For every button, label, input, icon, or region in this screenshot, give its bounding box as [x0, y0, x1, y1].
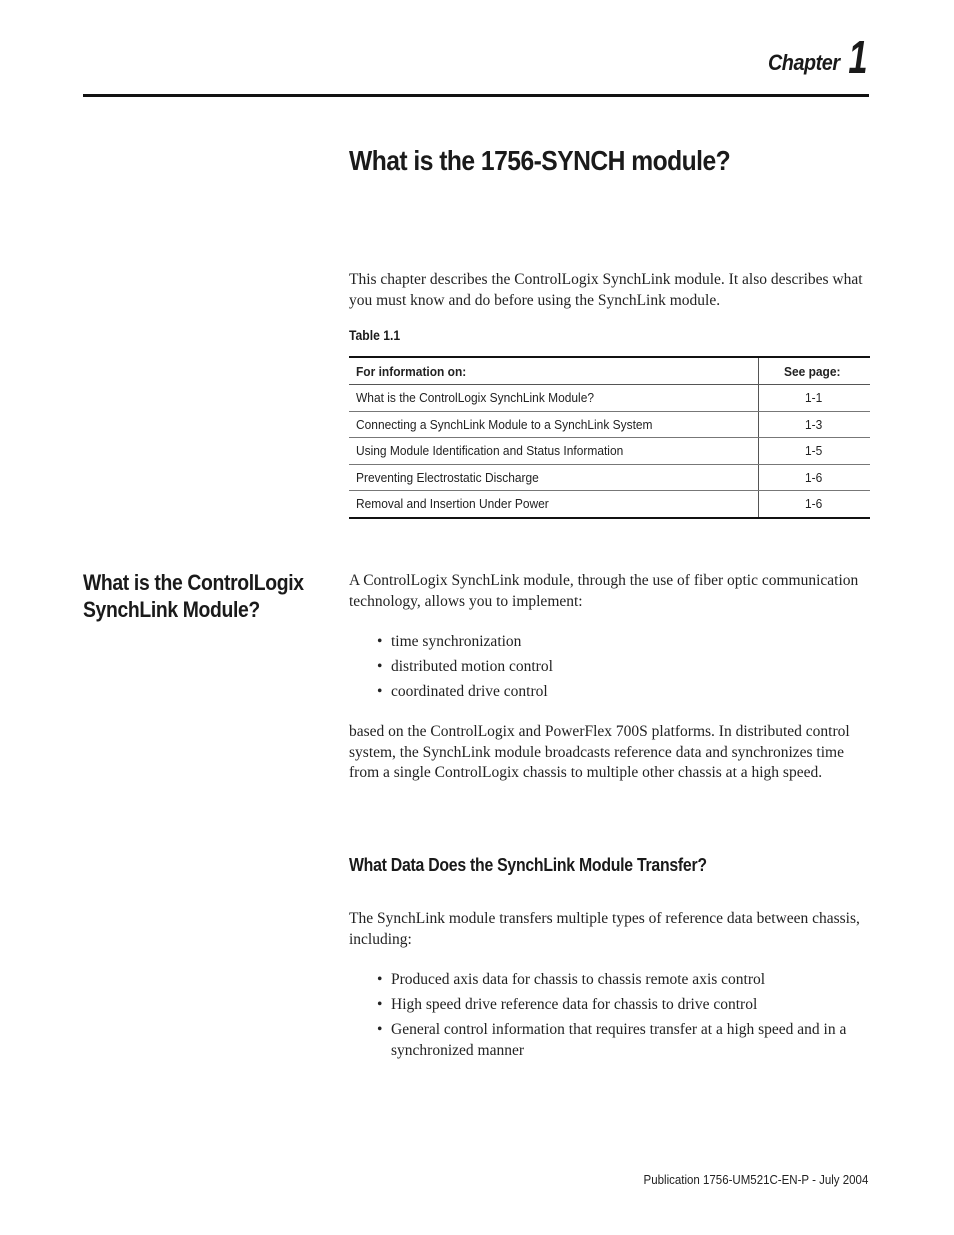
bullet-icon: • [377, 1021, 383, 1038]
bullet-icon: • [377, 996, 383, 1013]
bullet-icon: • [377, 683, 383, 700]
bullet-icon: • [377, 633, 383, 650]
table-cell-page: 1-6 [759, 491, 871, 518]
list-item: • General control information that requires transfer at a high speed and in a synchronized manner [377, 1021, 847, 1059]
list-item: • coordinated drive control [377, 682, 872, 703]
bullet-icon: • [377, 971, 383, 988]
table-header-topic: For information on: [349, 357, 759, 385]
section-heading: What is the ControlLogix SynchLink Module? [83, 570, 304, 622]
chapter-divider [83, 94, 869, 97]
table-row [349, 411, 870, 438]
table-row [349, 385, 870, 412]
table-row [349, 491, 870, 518]
list-item: • High speed drive reference data for chassis to drive control [377, 995, 872, 1016]
table-cell-topic: Using Module Identification and Status Information [349, 438, 759, 465]
intro-paragraph: This chapter describes the ControlLogix SynchLink module. It also describes what you must know and do before using the SynchLink module. [349, 271, 863, 309]
table-cell-page: 1-1 [759, 385, 871, 412]
chapter-number: 1 [848, 31, 868, 83]
table-header-page: See page: [759, 357, 871, 385]
table-caption: Table 1.1 [349, 328, 401, 343]
table-cell-topic: Connecting a SynchLink Module to a SynchLink System [349, 411, 759, 438]
table-cell-topic: Preventing Electrostatic Discharge [349, 464, 759, 491]
list-item: • time synchronization [377, 632, 872, 653]
publication-footer: Publication 1756-UM521C-EN-P - July 2004 [643, 1173, 868, 1187]
contents-table [349, 356, 870, 519]
section-paragraph: based on the ControlLogix and PowerFlex 700S platforms. In distributed control system, the SynchLink module broadcasts reference data and synchronizes time from a single ControlLogix chassis to multiple other chassis at a high speed. [349, 723, 850, 781]
table-cell-page: 1-3 [759, 411, 871, 438]
page-title: What is the 1756-SYNCH module? [349, 145, 731, 176]
chapter-label: Chapter [768, 50, 840, 75]
bullet-list [377, 632, 872, 707]
table-cell-topic: What is the ControlLogix SynchLink Module? [349, 385, 759, 412]
table-cell-page: 1-6 [759, 464, 871, 491]
table-cell-topic: Removal and Insertion Under Power [349, 491, 759, 518]
list-item: • distributed motion control [377, 657, 872, 678]
table-row [349, 438, 870, 465]
section-paragraph: The SynchLink module transfers multiple types of reference data between chassis, including: [349, 910, 860, 948]
subsection-heading: What Data Does the SynchLink Module Transfer? [349, 855, 707, 875]
list-item: • Produced axis data for chassis to chassis remote axis control [377, 970, 872, 991]
table-header-row [349, 357, 870, 385]
table-cell-page: 1-5 [759, 438, 871, 465]
section-paragraph: A ControlLogix SynchLink module, through the use of fiber optic communication technology, allows you to implement: [349, 572, 859, 610]
table-row [349, 464, 870, 491]
bullet-list [377, 970, 872, 1066]
bullet-icon: • [377, 658, 383, 675]
